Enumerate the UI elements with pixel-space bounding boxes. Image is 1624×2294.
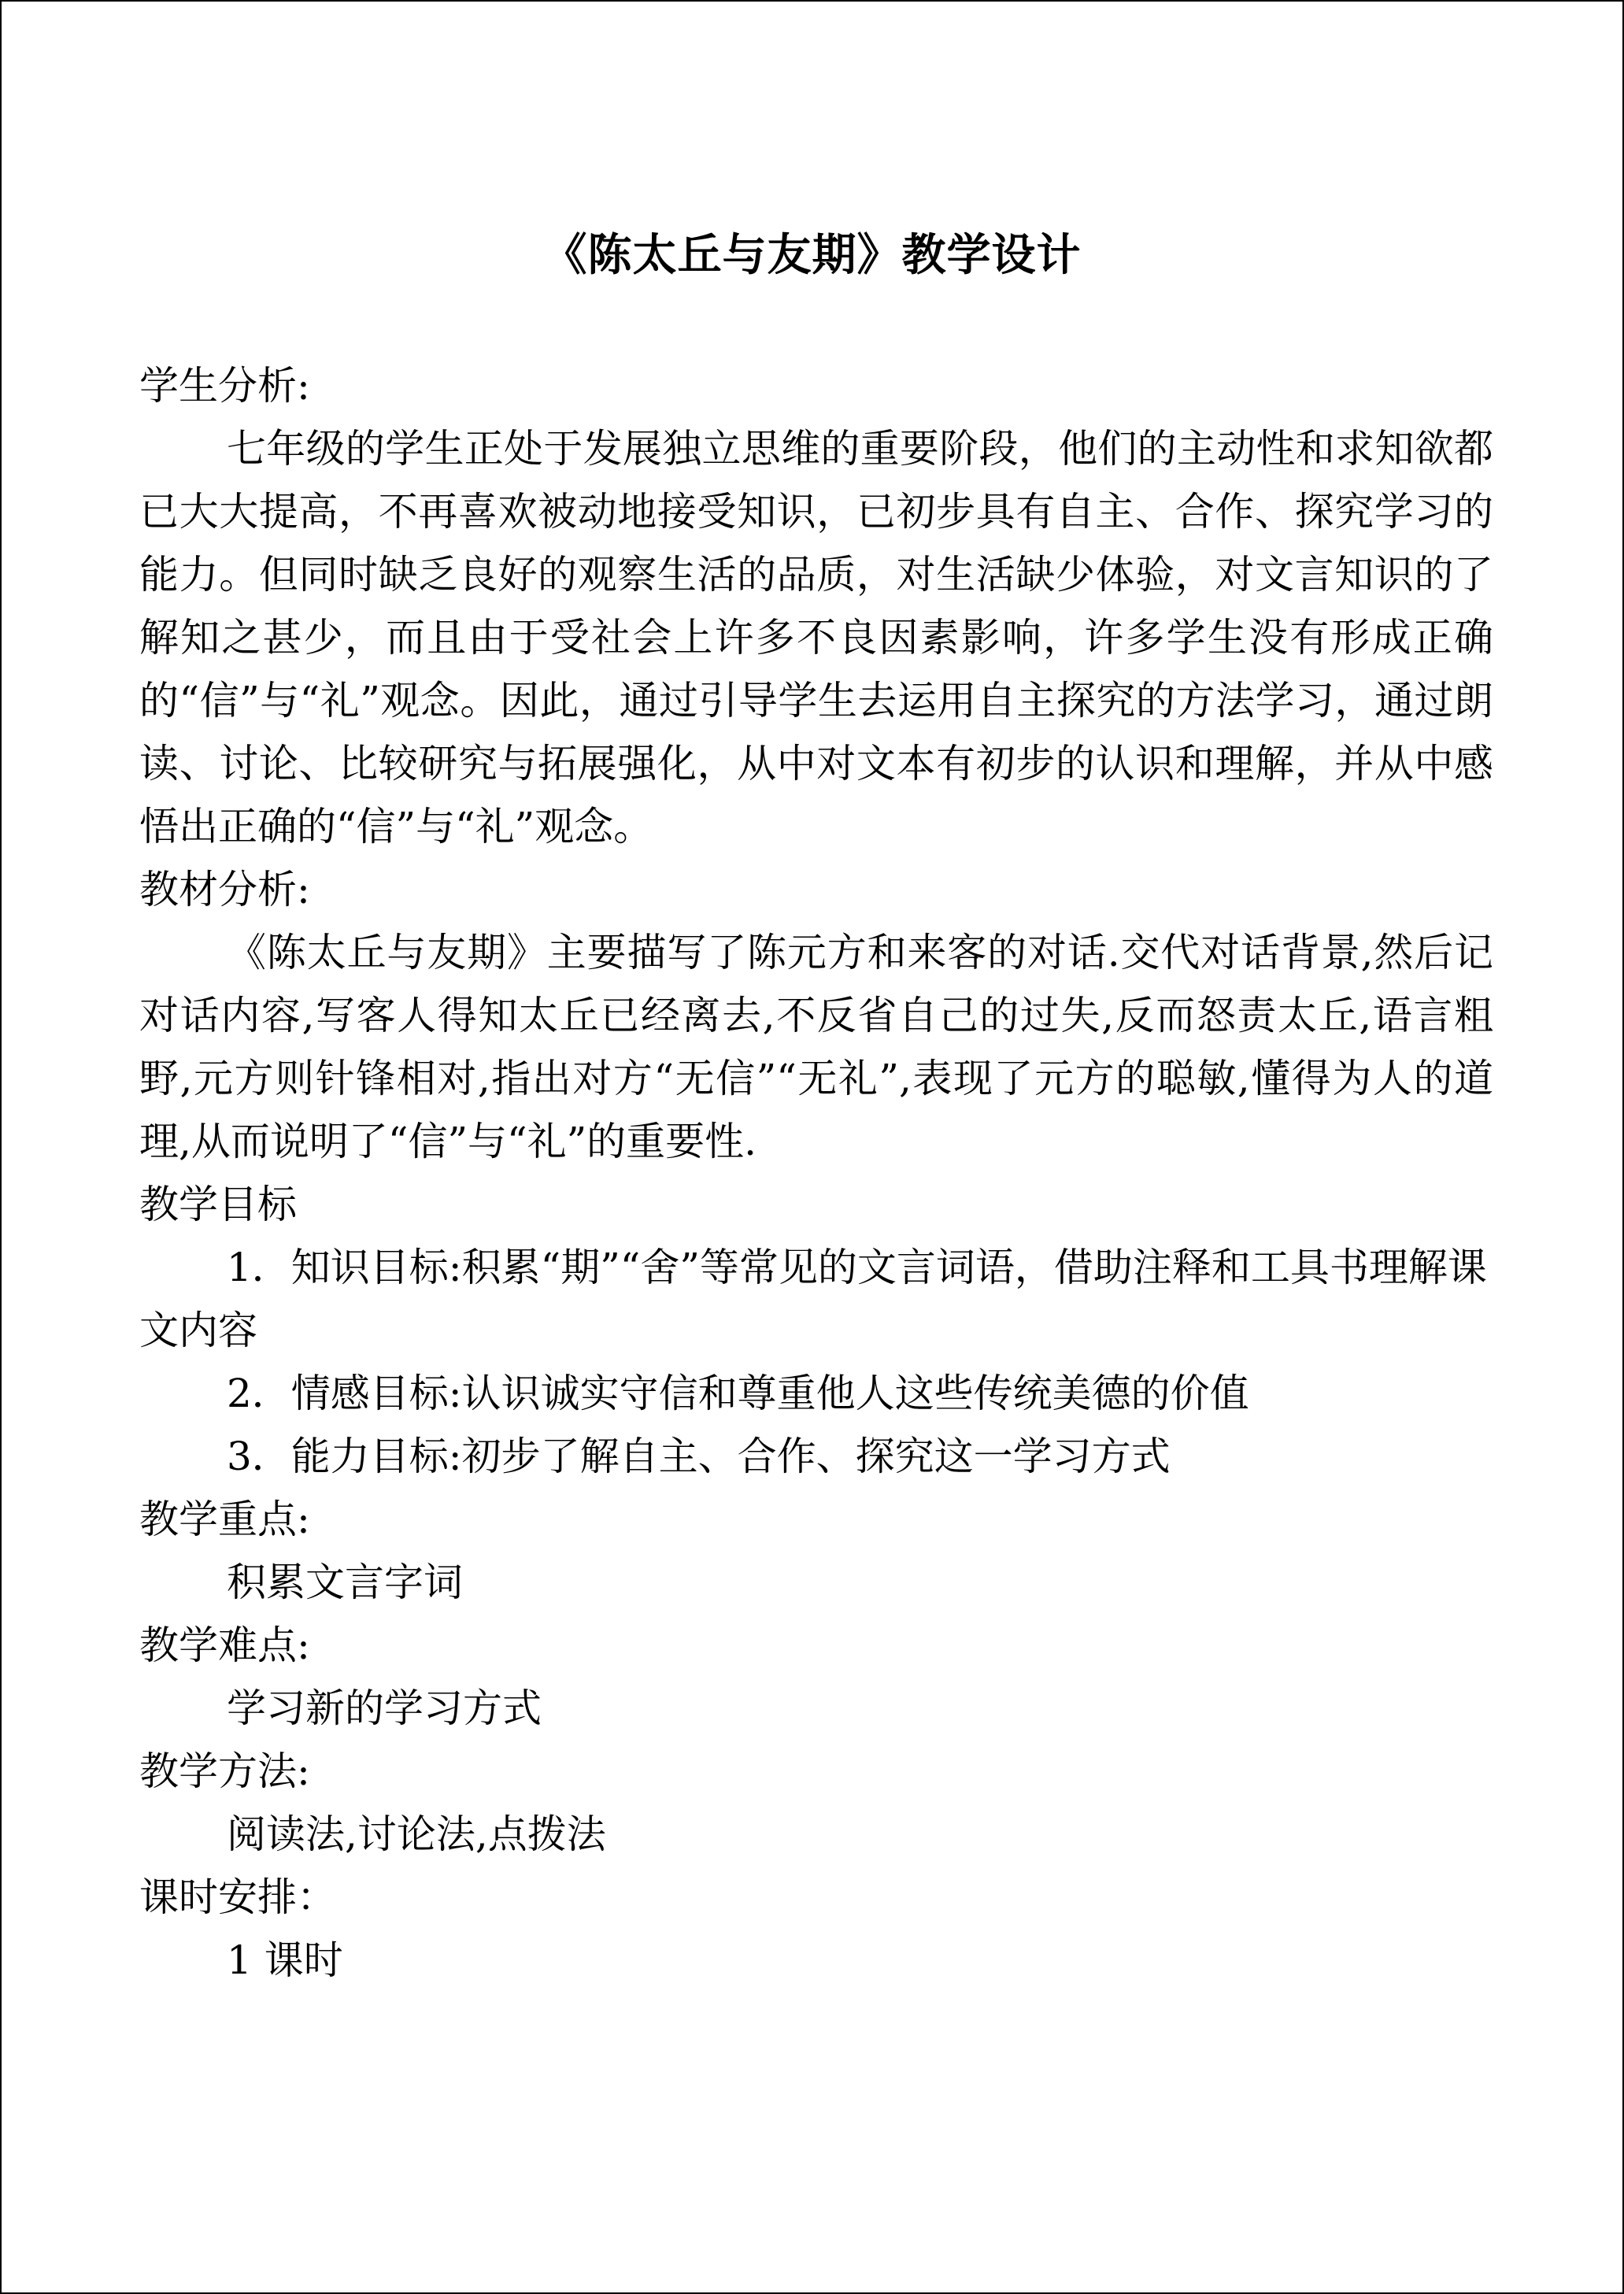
student-analysis-text: 七年级的学生正处于发展独立思维的重要阶段，他们的主动性和求知欲都已大大提高，不再喜欢被动地接受知识，已初步具有自主、合作、探究学习的能力。但同时缺乏良好的观察生活的品质，对生活缺少体验，对文言知识的了解知之甚少，而且由于受社会上许多不良因素影响，许多学生没有形成正确的“信”与“礼”观念。因此，通过引导学生去运用自主探究的方法学习，通过朗读、讨论、比较研究与拓展强化，从中对文本有初步的认识和理解，并从中感悟出正确的“信”与“礼”观念。 [139, 426, 1493, 849]
material-analysis-heading: 教材分析: [139, 867, 310, 912]
document-title: 《陈太丘与友期》教学设计 [542, 229, 1082, 281]
key-point-text: 积累文言字词 [227, 1560, 463, 1605]
method-text: 阅读法,讨论法,点拨法 [227, 1811, 606, 1857]
goals-heading: 教学目标 [139, 1182, 297, 1227]
goal-item-emotion: 2．情感目标:认识诚实守信和尊重他人这些传统美德的价值 [227, 1371, 1249, 1416]
material-analysis-text: 《陈太丘与友期》主要描写了陈元方和来客的对话.交代对话背景,然后记对话内容,写客人得知太丘已经离去,不反省自己的过失,反而怒责太丘,语言粗野,元方则针锋相对,指出对方“无信”“无礼”,表现了元方的聪敏,懂得为人的道理,从而说明了“信”与“礼”的重要性. [139, 930, 1493, 1164]
schedule-text: 1 课时 [227, 1937, 343, 1983]
student-analysis-heading: 学生分析: [139, 363, 310, 409]
goal-item-ability: 3．能力目标:初步了解自主、合作、探究这一学习方式 [227, 1434, 1171, 1479]
difficulty-text: 学习新的学习方式 [227, 1685, 542, 1731]
document-body [139, 354, 1493, 1992]
goal-item-knowledge: 1．知识目标:积累“期”“舍”等常见的文言词语，借助注释和工具书理解课文内容 [139, 1245, 1487, 1353]
key-point-heading: 教学重点: [139, 1497, 310, 1542]
difficulty-heading: 教学难点: [139, 1622, 310, 1668]
method-heading: 教学方法: [139, 1748, 310, 1794]
schedule-heading: 课时安排： [139, 1874, 336, 1920]
